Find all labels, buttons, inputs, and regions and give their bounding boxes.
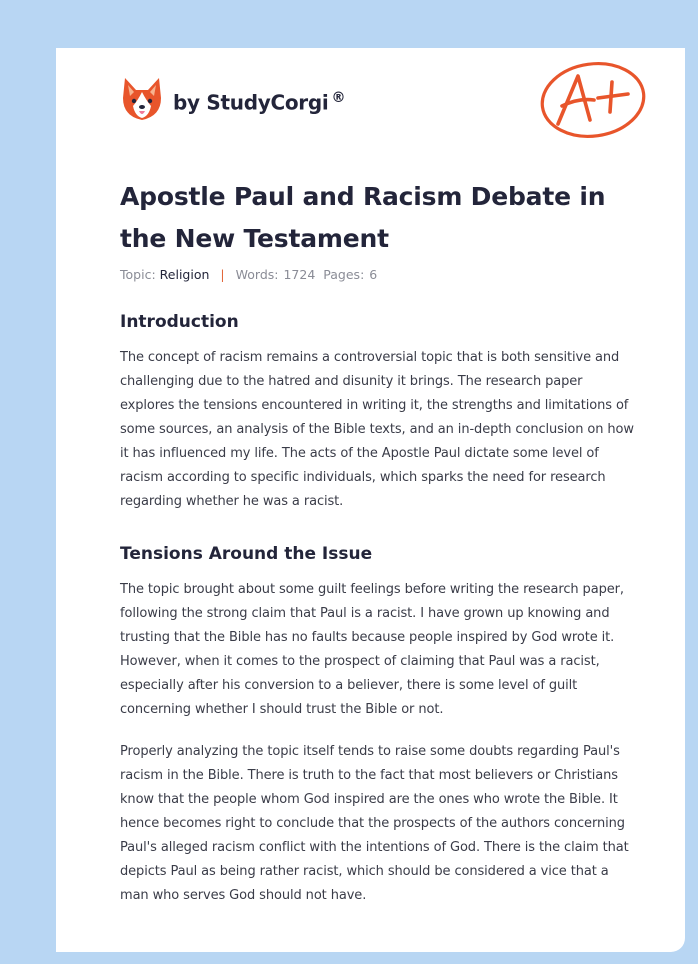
a-plus-grade-icon	[538, 58, 648, 140]
paragraph: The concept of racism remains a controversial topic that is both sensitive and challenging due to the hatred and disunity it brings. The research paper explores the tensions encountered in writing it, the strengths and limitations of some sources, an analysis of the Bible texts, and an in-depth conclusion on how it has influenced my life. The acts of the Apostle Paul dictate some level of racism according to specific individuals, which sparks the need for research regarding whether he was a racist.	[120, 350, 634, 509]
page-header	[56, 48, 685, 158]
section-heading-tensions: Tensions Around the Issue	[120, 544, 373, 564]
studycorgi-logo[interactable]	[121, 76, 345, 122]
meta-separator: |	[220, 267, 225, 282]
article-title: Apostle Paul and Racism Debate in the New Testament	[120, 182, 606, 253]
topic-label: Topic:	[120, 267, 156, 282]
corgi-icon	[121, 76, 163, 122]
pages-label: Pages:	[323, 267, 365, 282]
words-label: Words:	[235, 267, 279, 282]
pages-count: 6	[369, 267, 378, 282]
brand-name: by StudyCorgi ®	[173, 89, 346, 115]
paragraph: The topic brought about some guilt feelings before writing the research paper, following the strong claim that Paul is a racist. I have grown up knowing and trusting that the Bible has no faults because people inspired by God wrote it. However, when it comes to the prospect of claiming that Paul was a racist, especially after his conversion to a believer, there is some level of guilt concerning whether I should trust the Bible or not.	[120, 582, 624, 717]
words-count: 1724	[283, 267, 316, 282]
paragraph: Properly analyzing the topic itself tends to raise some doubts regarding Paul's racism in the Bible. There is truth to the fact that most believers or Christians know that the people whom God inspired are the ones who wrote the Bible. It hence becomes right to conclude that the prospects of the authors concerning Paul's alleged racism conflict with the intentions of God. There is the claim that depicts Paul as being rather racist, which should be considered a vice that a man who serves God should not have.	[120, 744, 629, 903]
topic-link[interactable]: Religion	[159, 267, 210, 282]
article-meta	[120, 267, 634, 282]
section-heading-introduction: Introduction	[120, 312, 239, 332]
article	[120, 176, 634, 908]
essay-page	[56, 48, 685, 952]
